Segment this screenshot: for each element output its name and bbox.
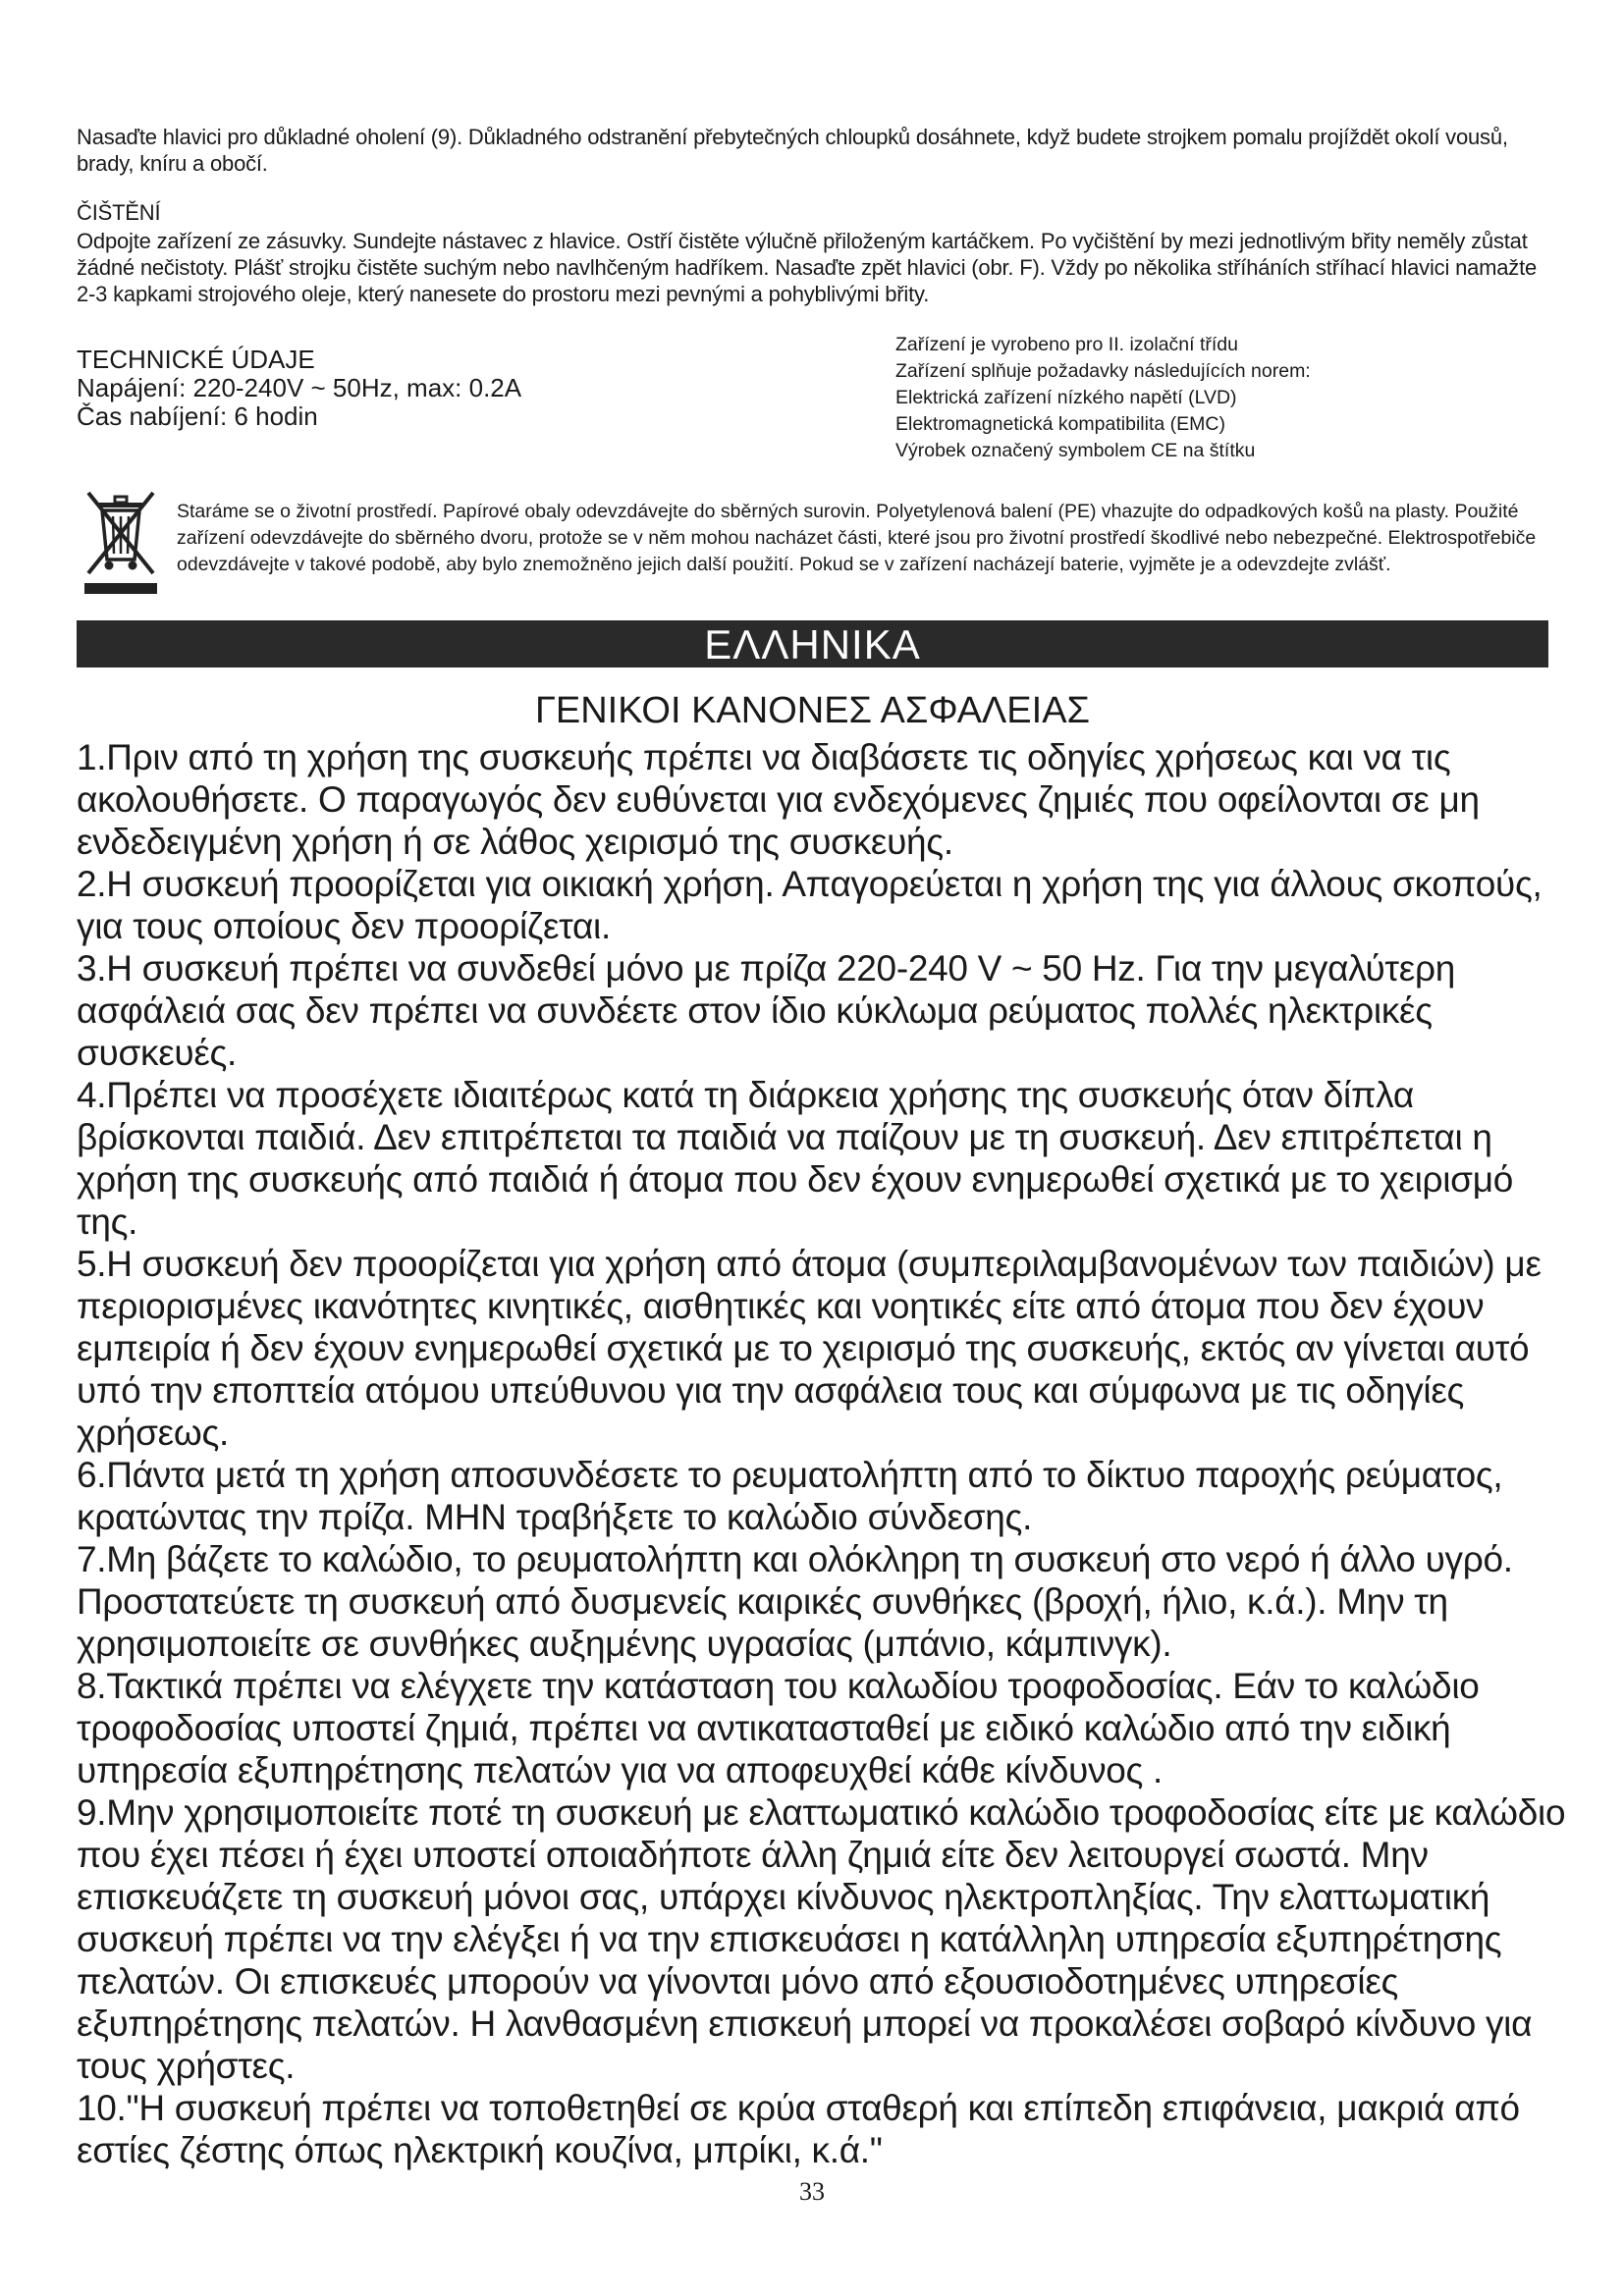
safety-rule: 7.Μη βάζετε το καλώδιο, το ρευματολήπτη και ολόκληρη τη συσκευή στο νερό ή άλλο υγρό. Προστατεύετε τη συσκευή από δυσμενείς καιρικές συνθήκες (βροχή, ήλιο, κ.ά.). Μην τη χρησιμοποιείτε σε συνθήκες αυξημένης υγρασίας (μπάνιο, κάμπινγκ). xyxy=(77,1539,1513,1664)
safety-rules-title: ΓΕΝΙΚΟΙ ΚΑΝΟΝΕΣ ΑΣΦΑΛΕΙΑΣ xyxy=(534,690,1091,731)
power-spec: Napájení: 220-240V ~ 50Hz, max: 0.2A xyxy=(77,373,522,402)
compliance-item: Zařízení je vyrobeno pro II. izolační třídu xyxy=(895,334,1239,355)
safety-rule: 4.Πρέπει να προσέχετε ιδιαιτέρως κατά τη διάρκεια χρήσης της συσκευής όταν δίπλα βρίσκονται παιδιά. Δεν επιτρέπεται τα παιδιά να παίζουν με τη συσκευή. Δεν επιτρέπεται η χρήση της συσκευής από παιδιά ή άτομα που δεν έχουν ενημερωθεί σχετικά με το χειρισμό της. xyxy=(77,1075,1514,1242)
compliance-item: Elektrická zařízení nízkého napětí (LVD) xyxy=(895,387,1237,408)
safety-rule: 3.Η συσκευή πρέπει να συνδεθεί μόνο με πρίζα 220-240 V ~ 50 Hz. Για την μεγαλύτερη ασφάλειά σας δεν πρέπει να συνδέετε στον ίδιο κύκλωμα ρεύματος πολλές ηλεκτρικές συσκευές. xyxy=(77,948,1455,1073)
safety-rules-list xyxy=(77,736,1569,2171)
cleaning-text: Odpojte zařízení ze zásuvky. Sundejte nástavec z hlavice. Ostří čistěte výlučně přiloženým kartáčkem. Po vyčištění by mezi jednotlivým břity neměly zůstat žádné nečistoty. Plášť strojku čistěte suchým nebo navlhčeným hadříkem. Nasaďte zpět hlavici (obr. F). Vždy po několika stříháních stříhací hlavici namažte 2-3 kapkami strojového oleje, který nanesete do prostoru mezi pevnými a pohyblivými břity. xyxy=(77,229,1538,306)
charging-time: Čas nabíjení: 6 hodin xyxy=(77,401,318,431)
intro-paragraph: Nasaďte hlavici pro důkladné oholení (9). Důkladného odstranění přebytečných chloupků dosáhnete, když budete strojkem pomalu projíždět okolí vousů, brady, kníru a obočí. xyxy=(77,125,1508,176)
cleaning-section xyxy=(77,199,1549,307)
safety-rule: 8.Τακτικά πρέπει να ελέγχετε την κατάσταση του καλωδίου τροφοδοσίας. Εάν το καλώδιο τροφοδοσίας υποστεί ζημιά, πρέπει να αντικατασταθεί με ειδικό καλώδιο από την ειδική υπηρεσία εξυπηρέτησης πελατών για να αποφευχθεί κάθε κίνδυνος . xyxy=(77,1666,1480,1790)
safety-rule: 5.Η συσκευή δεν προορίζεται για χρήση από άτομα (συμπεριλαμβανομένων των παιδιών) με περιορισμένες ικανότητες κινητικές, αισθητικές και νοητικές είτε από άτομα που δεν έχουν εμπειρία ή δεν έχουν ενημερωθεί σχετικά με το χειρισμό της συσκευής, εκτός αν γίνεται αυτό υπό την εποπτεία ατόμου υπεύθυνου για την ασφάλεια τους και σύμφωνα με τις οδηγίες χρήσεως. xyxy=(77,1244,1542,1453)
safety-rule: 1.Πριν από τη χρήση της συσκευής πρέπει να διαβάσετε τις οδηγίες χρήσεως και να τις ακολουθήσετε. Ο παραγωγός δεν ευθύνεται για ενδεχόμενες ζημιές που οφείλονται σε μη ενδεδειγμένη χρήση ή σε λάθος χειρισμό της συσκευής. xyxy=(77,737,1480,862)
compliance-item: Elektromagnetická kompatibilita (EMC) xyxy=(895,413,1225,435)
technical-data-heading: TECHNICKÉ ÚDAJE xyxy=(77,345,315,374)
language-banner: ΕΛΛΗΝΙΚΑ xyxy=(77,620,1548,667)
safety-rule: 2.Η συσκευή προορίζεται για οικιακή χρήση. Απαγορεύεται η χρήση της για άλλους σκοπούς, για τους οποίους δεν προορίζεται. xyxy=(77,864,1543,946)
page-number: 33 xyxy=(799,2177,825,2206)
safety-rule: 9.Μην χρησιμοποιείτε ποτέ τη συσκευή με ελαττωματικό καλώδιο τροφοδοσίας είτε με καλώδιο που έχει πέσει ή έχει υποστεί οποιαδήποτε άλλη ζημιά είτε δεν λειτουργεί σωστά. Μην επισκευάζετε τη συσκευή μόνοι σας, υπάρχει κίνδυνος ηλεκτροπληξίας. Την ελαττωματική συσκευή πρέπει να την ελέγξει ή να την επισκευάσει η κατάλληλη υπηρεσία εξυπηρέτησης πελατών. Οι επισκευές μπορούν να γίνονται μόνο από εξουσιοδοτημένες υπηρεσίες εξυπηρέτησης πελατών. Η λανθασμένη επισκευή μπορεί να προκαλέσει σοβαρό κίνδυνο για τους χρήστες. xyxy=(77,1792,1566,2086)
technical-data-section xyxy=(77,346,666,431)
compliance-item: Zařízení splňuje požadavky následujících norem: xyxy=(895,360,1311,382)
cleaning-heading: ČIŠTĚNÍ xyxy=(77,200,161,225)
safety-rule: 6.Πάντα μετά τη χρήση αποσυνδέσετε το ρευματολήπτη από το δίκτυο παροχής ρεύματος, κρατώντας την πρίζα. ΜΗΝ τραβήξετε το καλώδιο σύνδεσης. xyxy=(77,1455,1503,1537)
safety-rule: 10."Η συσκευή πρέπει να τοποθετηθεί σε κρύα σταθερή και επίπεδη επιφάνεια, μακριά από εστίες ζέστης όπως ηλεκτρική κουζίνα, μπρίκι, κ.ά." xyxy=(77,2088,1520,2170)
crossed-bin-icon xyxy=(82,487,159,597)
environment-notice: Staráme se o životní prostředí. Papírové obaly odevzdávejte do sběrných surovin. Polyetylenová balení (PE) vhazujte do odpadkových košů na plasty. Použité zařízení odevzdávejte do sběrného dvoru, protože se v něm mohou nacházet části, které jsou pro životní prostředí škodlivé nebo nebezpečné. Elektrospotřebiče odevzdávejte v takové podobě, aby bylo znemožněno jejich další použití. Pokud se v zařízení nacházejí baterie, vyjměte je a odevzdejte zvlášť. xyxy=(177,501,1537,575)
compliance-list xyxy=(895,332,1583,464)
compliance-item: Výrobek označený symbolem CE na štítku xyxy=(895,440,1256,461)
